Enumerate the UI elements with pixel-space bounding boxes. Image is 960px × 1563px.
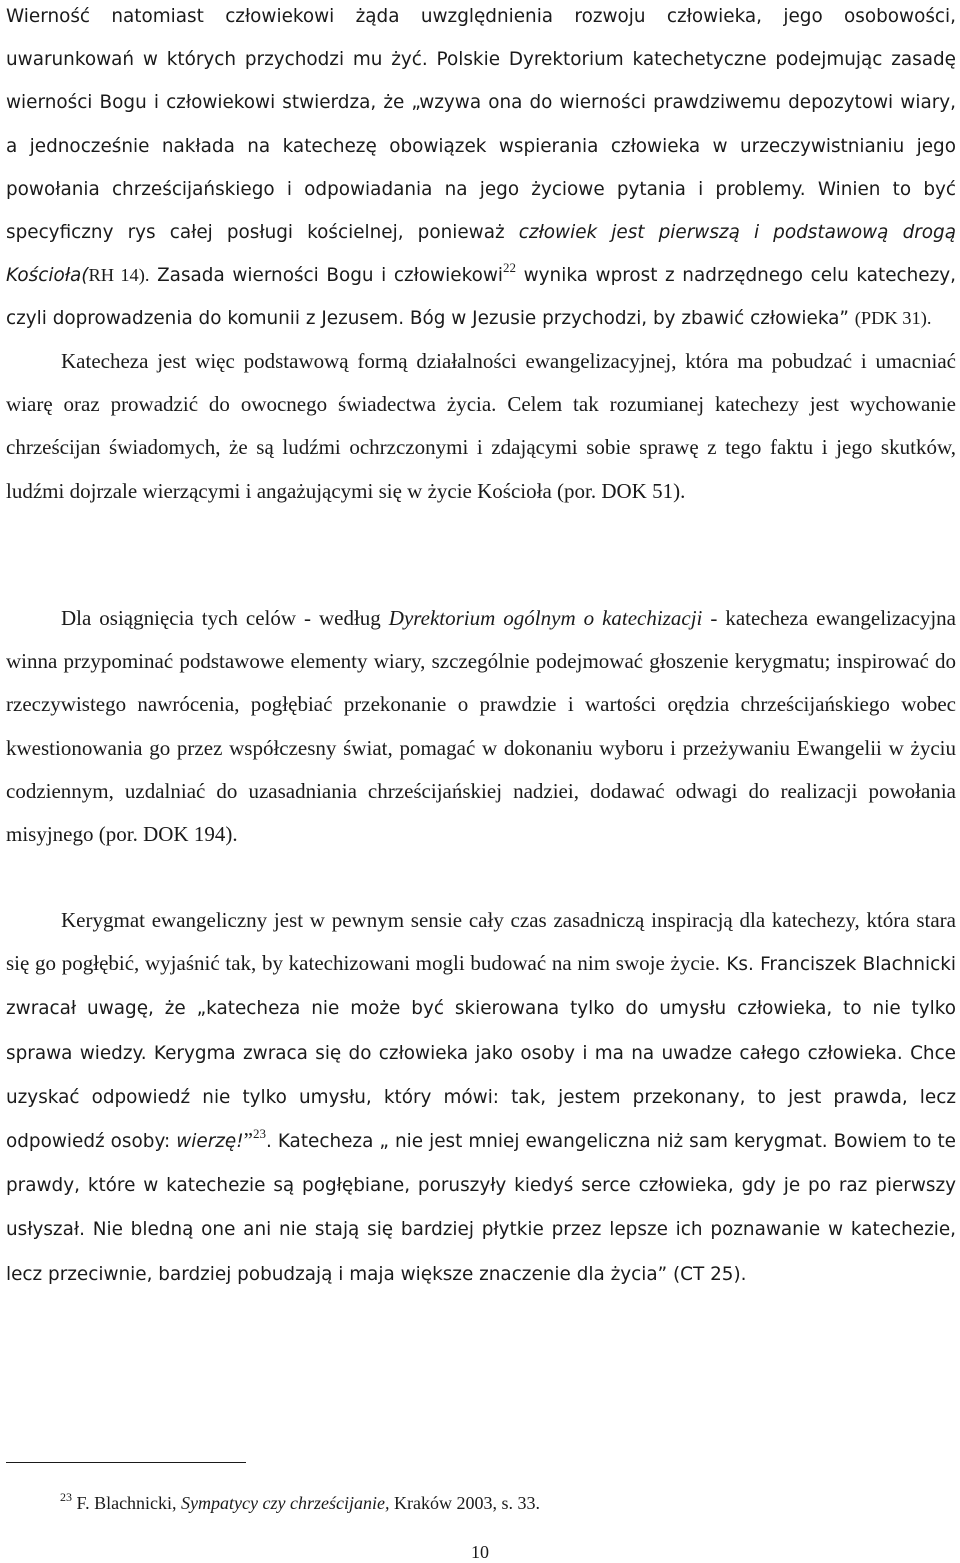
paragraph-1-sentence-a: Wierność natomiast człowiekowi żąda uwzględnienia rozwoju człowieka, jego osobowości, uwarunkowań w których przychodzi mu żyć.: [6, 6, 956, 71]
footnote-separator: [6, 1462, 246, 1463]
footnote-number: 23: [60, 1490, 72, 1504]
footnote-publication: Kraków 2003, s. 33.: [389, 1493, 540, 1513]
paragraph-3-sentence-a: Dla osiągnięcia tych celów - według: [61, 606, 389, 630]
paragraph-2: [6, 340, 956, 513]
paragraph-4-sentence-b: Ks. Franciszek Blachnicki zwracał uwagę, że „katecheza nie może być skierowana tylko do umysłu człowieka, to nie tylko sprawa wiedzy. Kerygma zwraca się do człowieka jako osoby i ma na uwadze całego człowieka. Chce uzyskać odpowiedź nie tylko umysłu, który mówi: tak, jestem przekonany, to jest prawda, lecz odpowiedź osoby:: [6, 954, 956, 1153]
footnote-title: Sympatycy czy chrześcijanie,: [181, 1493, 390, 1513]
page-number: 10: [471, 1542, 489, 1562]
paragraph-4-quote-close: ”: [243, 1128, 253, 1153]
paragraph-1-citation-rh: RH 14).: [88, 265, 150, 286]
paragraph-1-italic-quote: człowiek jest pierwszą i podstawową drogą Kościoła(: [6, 222, 956, 287]
footnote-author: F. Blachnicki,: [72, 1493, 182, 1513]
paragraph-4-sentence-e: . Katecheza „ nie jest mniej ewangeliczna niż sam kerygmat. Bowiem to te prawdy, które w katechezie są pogłębiane, poruszyły kiedyś serce człowieka, gdy je po raz pierwszy usłyszał. Nie bledną one ani nie stają się bardziej płytkie przez lepsze ich poznawanie w katechezie, lecz przeciwnie, bardziej pobudzają i maja większe znaczenie dla życia” (CT 25).: [6, 1131, 956, 1285]
paragraph-4-italic-word: wierzę!: [176, 1131, 244, 1153]
paragraph-1-sentence-b: Polskie Dyrektorium katechetyczne podejmując zasadę wierności Bogu i człowiekowi stwierdza, że „wzywa ona do wierności prawdziwemu depozytowi wiary, a jednocześnie nakłada na katechezę obowiązek wspierania człowieka w urzeczywistnianiu jego powołania chrześcijańskiego i odpowiadania na jego życiowe pytania i problemy. Winien to być specyficzny rys całej posługi kościelnej, ponieważ: [6, 49, 956, 244]
paragraph-1-citation-pdk: (PDK 31).: [854, 308, 932, 329]
paragraph-4-sentence-a: Kerygmat ewangeliczny jest w pewnym sensie cały czas zasadniczą inspiracją dla katechezy, która stara się go pogłębić, wyjaśnić tak, by katechizowani mogli budować na nim swoje życie.: [6, 908, 956, 976]
paragraph-1-sentence-f: wynika wprost z nadrzędnego celu katechezy, czyli doprowadzenia do komunii z Jezusem. Bóg w Jezusie przychodzi, by zbawić człowieka”: [6, 265, 957, 330]
footnote-ref-23[interactable]: 23: [252, 1126, 266, 1142]
paragraph-1: [6, 0, 956, 341]
footnote-ref-22[interactable]: 22: [503, 260, 517, 276]
paragraph-3-sentence-c: - katecheza ewangelizacyjna winna przypominać podstawowe elementy wiary, szczególnie podejmować głoszenie kerygmatu; inspirować do rzeczywistego nawrócenia, pogłębiać przekonanie o prawdzie i wartości orędzia chrześcijańskiego wobec kwestionowania go przez współczesny świat, pomagać w dokonaniu wyboru i przeżywaniu Ewangelii w życiu codziennym, uzdalniać do uzasadniania chrześcijańskiej nadziei, dodawać odwagi do realizacji powołania misyjnego (por. DOK 194).: [6, 606, 956, 847]
paragraph-2-sentence-a: Katecheza jest więc podstawową formą działalności ewangelizacyjnej, która ma pobudzać i umacniać wiarę oraz prowadzić do owocnego świadectwa życia.: [6, 349, 956, 417]
paragraph-3-italic-title: Dyrektorium ogólnym o katechizacji: [388, 606, 703, 630]
footnote-23: [60, 1491, 920, 1515]
paragraph-1-sentence-e: Zasada wierności Bogu i człowiekowi: [149, 265, 504, 287]
paragraph-2-sentence-b: Celem tak rozumianej katechezy jest wychowanie chrześcijan świadomych, że są ludźmi ochrzczonymi i zdającymi sobie sprawę z tego faktu i jego skutków, ludźmi dojrzale wierzącymi i angażującymi się w życie Kościoła (por. DOK 51).: [6, 392, 956, 503]
paragraph-4: [6, 899, 956, 1296]
paragraph-3: [6, 597, 956, 856]
